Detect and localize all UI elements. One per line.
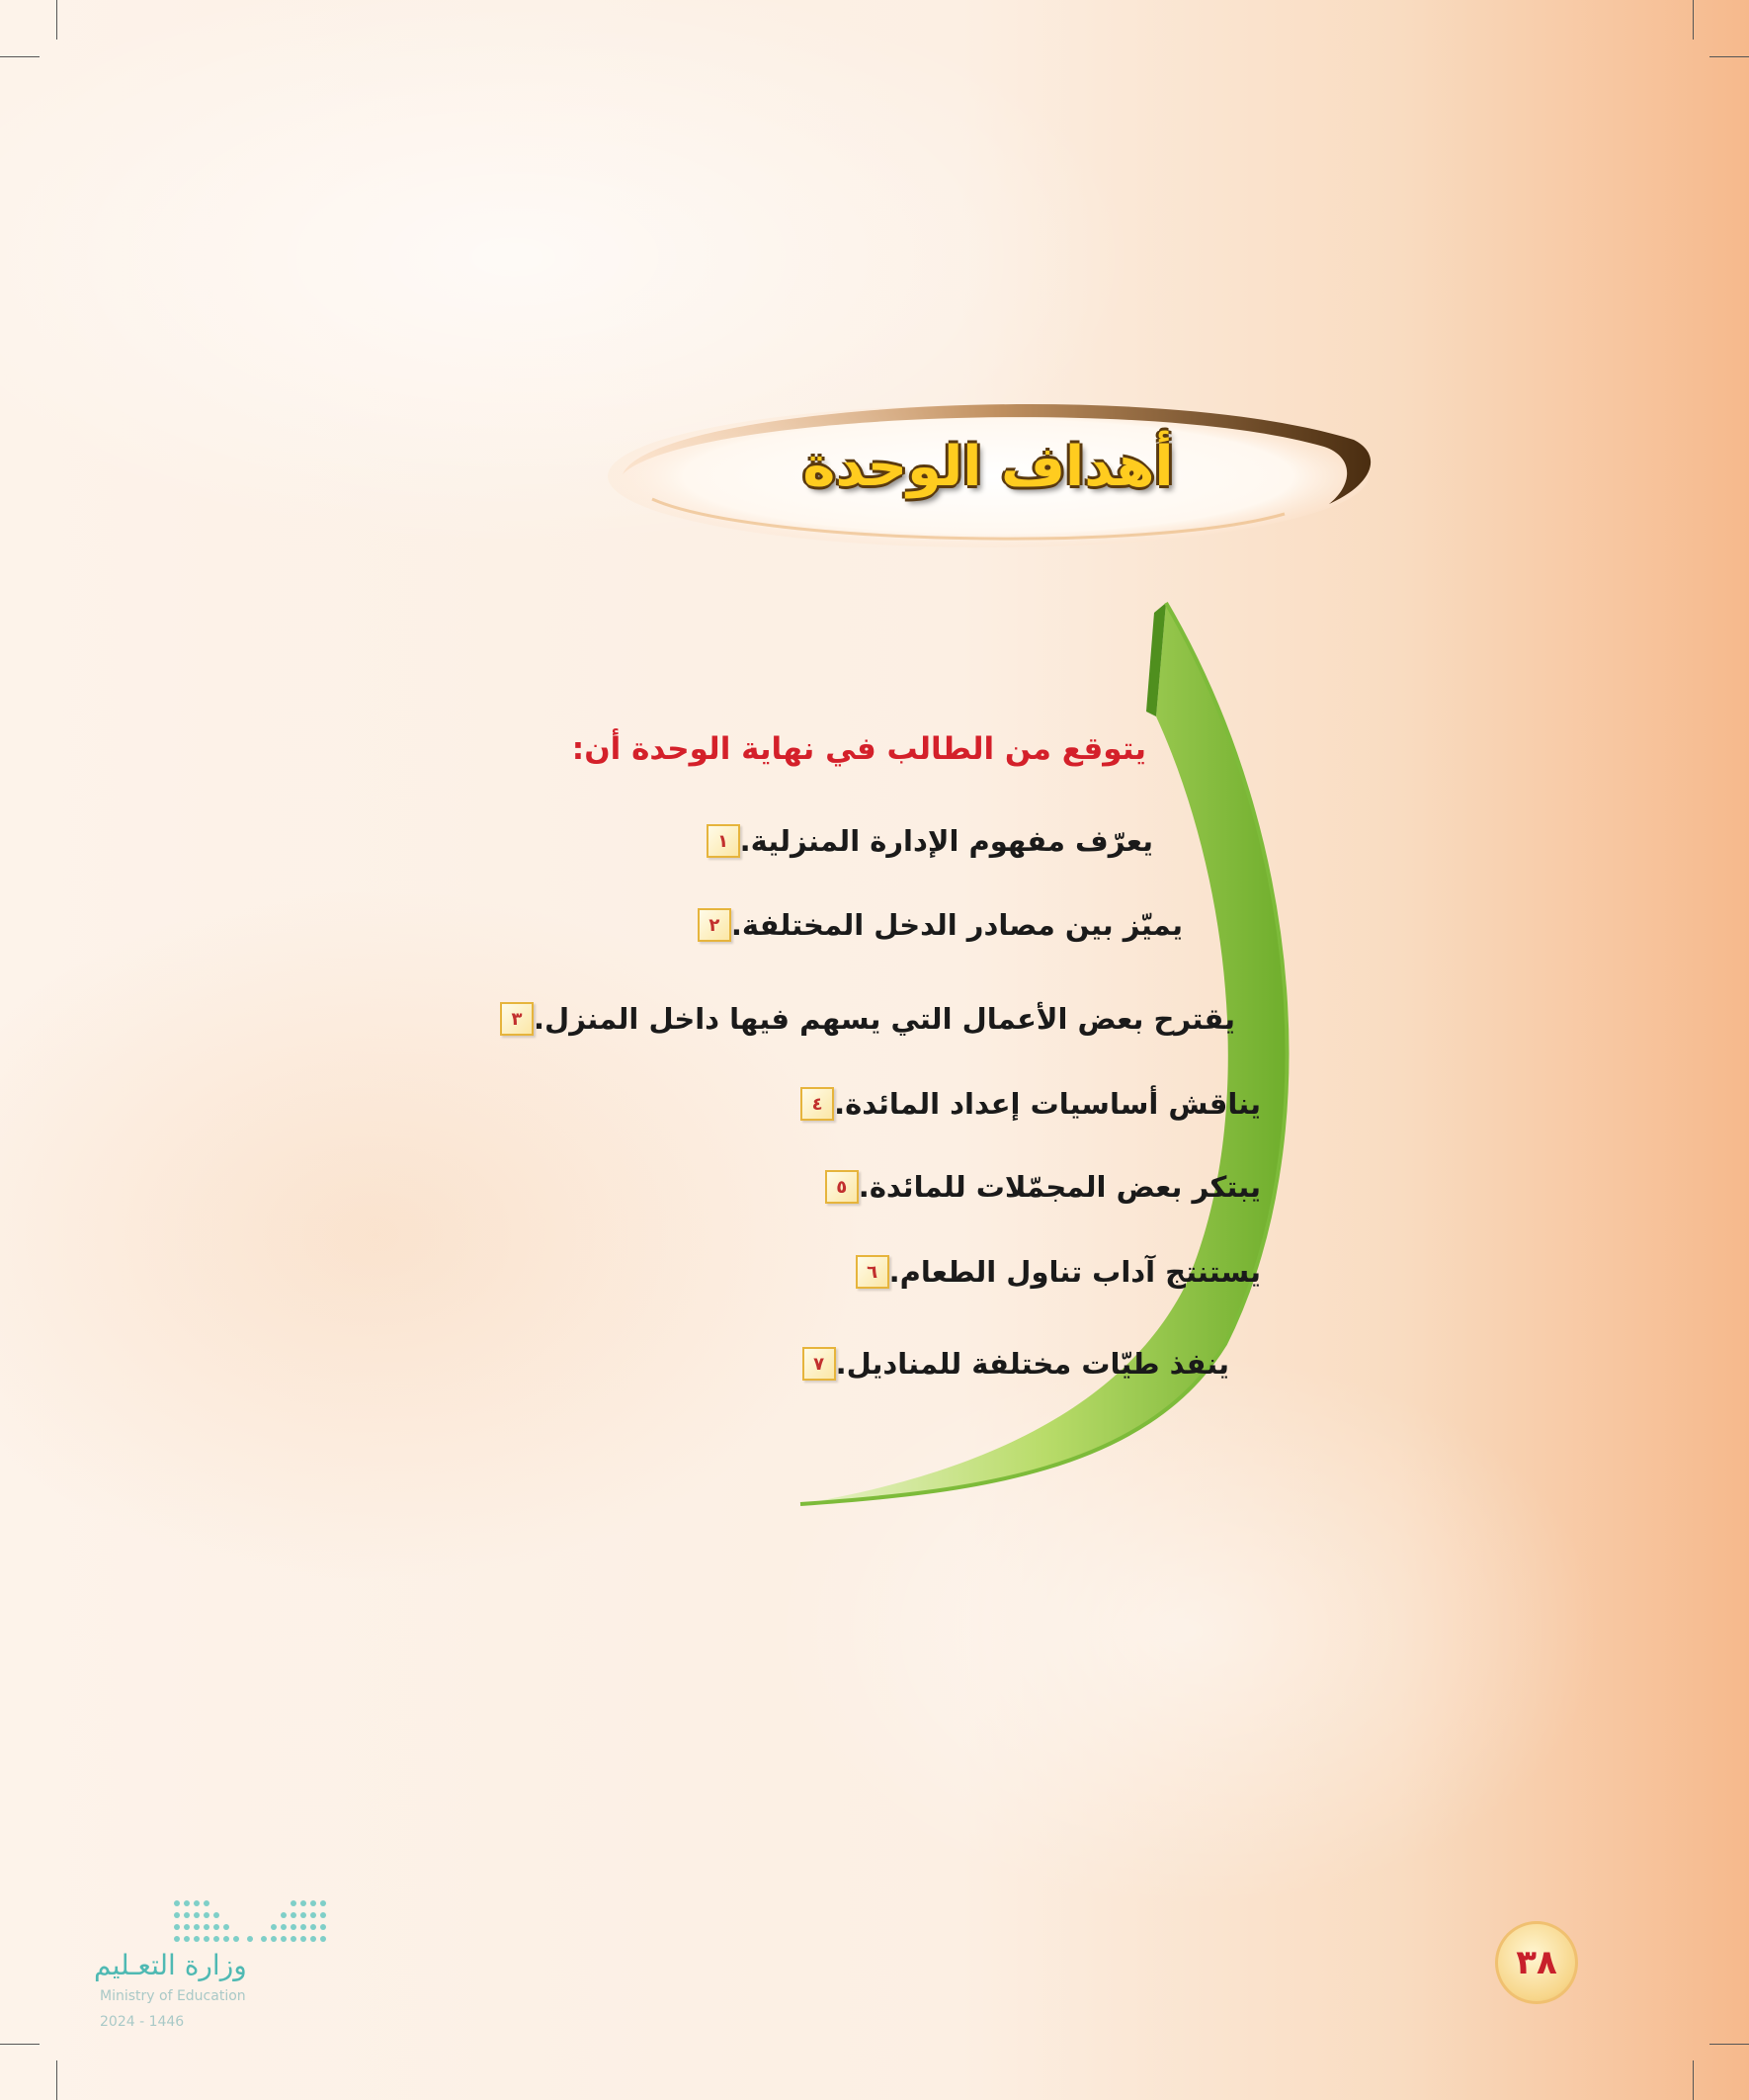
crop-mark <box>0 2044 40 2045</box>
crop-mark <box>1709 56 1749 57</box>
goal-text: يبتكر بعض المجمّلات للمائدة. <box>858 1170 1261 1204</box>
goal-number: ٤ <box>800 1087 834 1121</box>
goal-number: ٦ <box>856 1255 889 1289</box>
crop-mark <box>56 0 57 40</box>
goal-item <box>693 816 1153 866</box>
goal-text: يستنتج آداب تناول الطعام. <box>888 1255 1261 1289</box>
goal-item <box>789 1339 1229 1388</box>
goal-item <box>684 900 1183 950</box>
goal-item <box>486 994 1235 1044</box>
ministry-dots-icon <box>171 1897 329 1943</box>
page-title: أهداف الوحدة <box>802 435 1174 499</box>
goal-text: ينفذ طيّات مختلفة للمناديل. <box>835 1347 1229 1381</box>
goal-number: ٧ <box>802 1347 836 1381</box>
intro-heading: يتوقع من الطالب في نهاية الوحدة أن: <box>571 731 1146 767</box>
crop-mark <box>1709 2044 1749 2045</box>
ministry-logo <box>94 1897 331 2046</box>
goal-text: يميّز بين مصادر الدخل المختلفة. <box>730 908 1183 942</box>
goal-text: يقترح بعض الأعمال التي يسهم فيها داخل المنزل. <box>534 1002 1235 1036</box>
edition-year: 2024 - 1446 <box>100 2014 185 2030</box>
goal-number: ١ <box>707 824 740 858</box>
goal-item <box>811 1162 1261 1212</box>
crop-mark <box>0 56 40 57</box>
goal-number: ٥ <box>825 1170 859 1204</box>
goal-text: يناقش أساسيات إعداد المائدة. <box>834 1087 1261 1121</box>
goal-item <box>842 1247 1261 1297</box>
crop-mark <box>56 2060 57 2100</box>
goal-number: ٢ <box>698 908 731 942</box>
page-number-badge <box>1495 1921 1578 2004</box>
page-number: ٣٨ <box>1516 1943 1557 1982</box>
crop-mark <box>1693 0 1694 40</box>
goal-item <box>787 1079 1261 1129</box>
goal-number: ٣ <box>500 1002 534 1036</box>
ministry-name-arabic: وزارة التعـليم <box>94 1949 247 1981</box>
goal-text: يعرّف مفهوم الإدارة المنزلية. <box>739 824 1153 858</box>
ministry-name-english: Ministry of Education <box>100 1988 246 2004</box>
crop-mark <box>1693 2060 1694 2100</box>
